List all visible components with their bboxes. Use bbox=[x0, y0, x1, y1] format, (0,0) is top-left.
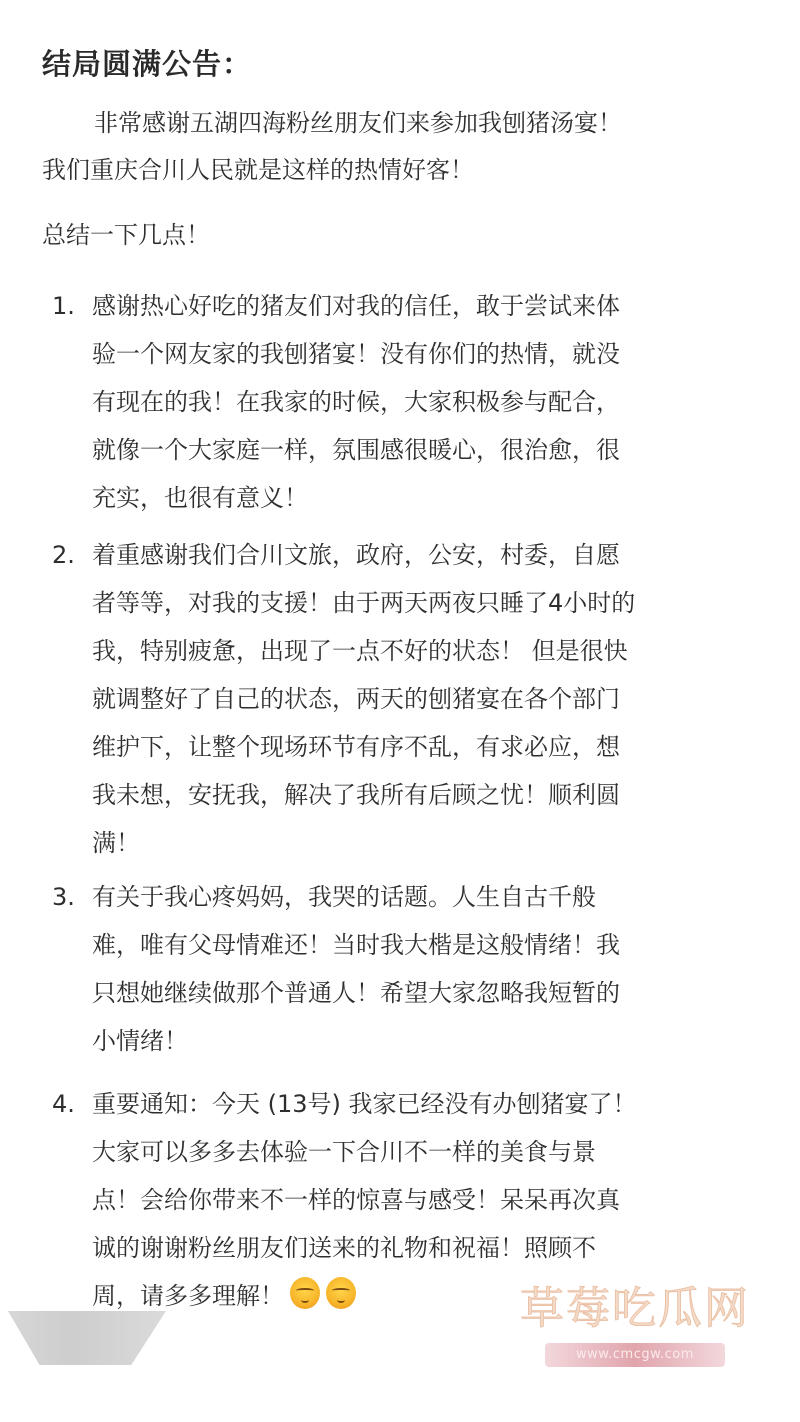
list-item-number: 2. bbox=[52, 541, 75, 569]
list-item-line: 只想她继续做那个普通人！希望大家忽略我短暂的 bbox=[92, 979, 620, 1007]
list-item-line: 重要通知：今天 (13号) 我家已经没有办刨猪宴了！ bbox=[92, 1090, 637, 1118]
list-item-3 bbox=[52, 873, 752, 1065]
watermark-url: www.cmcgw.com bbox=[545, 1343, 725, 1367]
list-item-line: 验一个网友家的我刨猪宴！没有你们的热情，就没 bbox=[92, 340, 620, 368]
list-item-line: 就像一个大家庭一样，氛围感很暖心，很治愈，很 bbox=[92, 436, 620, 464]
list-item-number: 3. bbox=[52, 883, 75, 911]
list-item-line: 周，请多多理解！ bbox=[92, 1282, 284, 1310]
announcement-title: 结局圆满公告： bbox=[42, 47, 253, 81]
summary-heading: 总结一下几点！ bbox=[42, 221, 210, 249]
list-item-line: 小情绪！ bbox=[92, 1027, 188, 1055]
list-item-line: 感谢热心好吃的猪友们对我的信任，敢于尝试来体 bbox=[92, 292, 620, 320]
list-item-line: 满！ bbox=[92, 829, 140, 857]
list-item-line: 我未想，安抚我，解决了我所有后顾之忧！顺利圆 bbox=[92, 781, 620, 809]
list-item-2 bbox=[52, 531, 752, 867]
list-item-body bbox=[92, 531, 752, 867]
list-item-line: 我，特别疲惫，出现了一点不好的状态！ 但是很快 bbox=[92, 637, 628, 665]
list-item-line: 诚的谢谢粉丝朋友们送来的礼物和祝福！照顾不 bbox=[92, 1234, 596, 1262]
relieved-face-emoji-icon bbox=[290, 1277, 320, 1309]
intro-line-2: 我们重庆合川人民就是这样的热情好客！ bbox=[42, 156, 474, 184]
gray-overlay-artifact bbox=[8, 1311, 166, 1365]
list-item-line: 大家可以多多去体验一下合川不一样的美食与景 bbox=[92, 1138, 596, 1166]
site-watermark bbox=[515, 1283, 755, 1367]
list-item-number: 1. bbox=[52, 292, 75, 320]
list-item-body bbox=[92, 873, 752, 1065]
intro-paragraph bbox=[42, 100, 782, 194]
list-item-line: 充实，也很有意义！ bbox=[92, 484, 308, 512]
list-item-number: 4. bbox=[52, 1090, 75, 1118]
relieved-face-emoji-icon bbox=[326, 1277, 356, 1309]
list-item-line: 点！会给你带来不一样的惊喜与感受！呆呆再次真 bbox=[92, 1186, 620, 1214]
list-item-line: 维护下，让整个现场环节有序不乱，有求必应，想 bbox=[92, 733, 620, 761]
list-item-1 bbox=[52, 282, 752, 522]
list-item-line: 有关于我心疼妈妈，我哭的话题。人生自古千般 bbox=[92, 883, 596, 911]
intro-line-1: 非常感谢五湖四海粉丝朋友们来参加我刨猪汤宴！ bbox=[94, 109, 622, 137]
list-item-body bbox=[92, 282, 752, 522]
watermark-title: 草莓吃瓜网 bbox=[520, 1283, 750, 1334]
list-item-line: 者等等，对我的支援！由于两天两夜只睡了4小时的 bbox=[92, 589, 636, 617]
list-item-line: 难，唯有父母情难还！当时我大楷是这般情绪！我 bbox=[92, 931, 620, 959]
list-item-line: 有现在的我！在我家的时候，大家积极参与配合， bbox=[92, 388, 620, 416]
list-item-line: 就调整好了自己的状态，两天的刨猪宴在各个部门 bbox=[92, 685, 620, 713]
list-item-line: 着重感谢我们合川文旅，政府，公安，村委，自愿 bbox=[92, 541, 620, 569]
